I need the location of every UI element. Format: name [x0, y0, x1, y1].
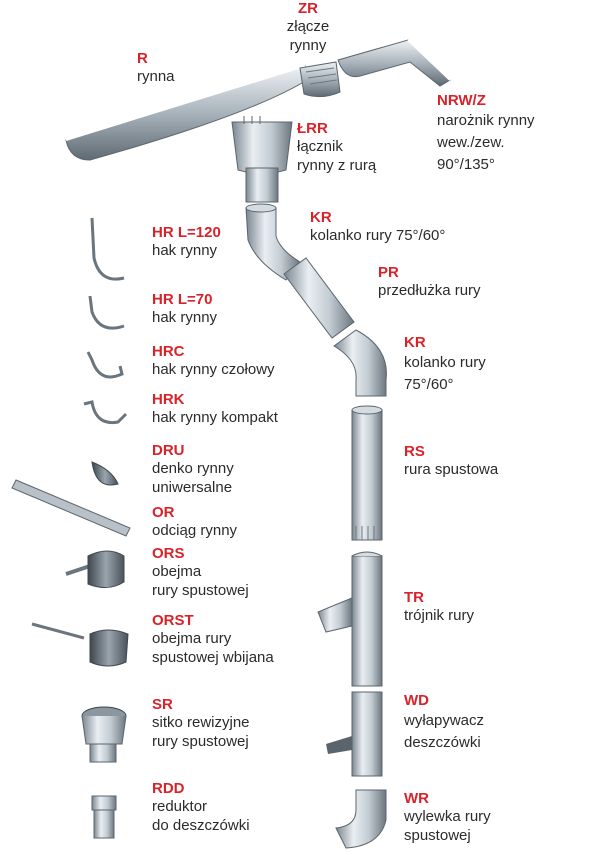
strap-OR-image [12, 480, 130, 536]
part-code: KR [310, 209, 332, 226]
part-code: SR [152, 696, 173, 713]
part-code: ORS [152, 545, 185, 562]
part-code: PR [378, 264, 399, 281]
part-description: kolanko rury 75°/60° [310, 227, 446, 245]
part-code: RDD [152, 780, 185, 797]
part-code: TR [404, 589, 424, 606]
label-RDD [152, 780, 250, 835]
part-code: HRC [152, 343, 185, 360]
label-RS [404, 443, 498, 480]
part-code: HR L=70 [152, 291, 213, 308]
label-WD [404, 692, 484, 754]
gutter-corner-NRWZ-image [338, 40, 450, 86]
part-description: obejma rury spustowej wbijana [152, 630, 274, 666]
part-code: KR [404, 334, 426, 351]
part-description: reduktor do deszczówki [152, 798, 250, 834]
part-description: kolanko rury 75°/60° [404, 354, 486, 394]
part-description: trójnik rury [404, 607, 475, 625]
part-code: WD [404, 692, 429, 709]
part-description: rura spustowa [404, 461, 499, 479]
label-ORST [152, 612, 274, 667]
hook-HR70-image [90, 296, 124, 328]
part-code: OR [152, 504, 175, 521]
collector-WD-image [326, 692, 382, 776]
part-code: ORST [152, 612, 194, 629]
part-description: hak rynny [152, 309, 218, 327]
gutter-connector-ZR-image [300, 62, 340, 97]
part-description: wyłapywacz deszczówki [404, 712, 485, 752]
label-WR [404, 790, 491, 845]
part-description: hak rynny kompakt [152, 409, 278, 427]
part-description: obejma rury spustowej [152, 563, 249, 599]
part-code: WR [404, 790, 429, 807]
part-code: ZR [298, 0, 318, 17]
hook-HR120-image [92, 218, 124, 279]
part-description: przedłużka rury [378, 282, 481, 300]
part-code: HRK [152, 391, 185, 408]
spout-WR-image [336, 790, 386, 848]
label-SR [152, 696, 250, 751]
label-DRU [152, 442, 234, 497]
part-code: ŁRR [297, 120, 328, 137]
label-PR [378, 264, 481, 301]
label-ZR [271, 0, 345, 55]
part-description: odciąg rynny [152, 522, 238, 540]
label-HR70 [152, 291, 217, 328]
part-description: denko rynny uniwersalne [152, 460, 234, 496]
hook-HRK-image [84, 402, 126, 423]
part-description: hak rynny [152, 242, 218, 260]
label-HRK [152, 391, 278, 428]
label-NRWZ [437, 92, 535, 176]
label-KR2 [404, 334, 486, 396]
reducer-RDD-image [92, 796, 116, 838]
label-KR1 [310, 209, 445, 246]
part-description: narożnik rynny wew./zew. 90°/135° [437, 112, 535, 173]
part-description: złącze rynny [286, 18, 330, 54]
end-cap-DRU-image [92, 462, 118, 485]
clamp-ORS-image [66, 551, 124, 588]
part-code: DRU [152, 442, 185, 459]
part-code: R [137, 50, 148, 67]
label-HRC [152, 343, 275, 380]
strainer-SR-image [82, 707, 126, 762]
label-OR [152, 504, 237, 541]
label-ORS [152, 545, 249, 600]
part-description: wylewka rury spustowej [404, 808, 491, 844]
part-description: hak rynny czołowy [152, 361, 275, 379]
extension-PR-image [284, 258, 354, 338]
part-code: RS [404, 443, 425, 460]
label-TR [404, 589, 474, 626]
label-R [137, 50, 175, 87]
elbow-KR2-image [334, 330, 386, 396]
hook-HRC-image [88, 352, 122, 377]
downpipe-RS-image [352, 406, 382, 540]
clamp-ORST-image [32, 624, 128, 666]
branch-TR-image [318, 552, 382, 686]
part-description: sitko rewizyjne rury spustowej [152, 714, 250, 750]
part-code: HR L=120 [152, 224, 221, 241]
label-LRR [297, 120, 376, 175]
part-description: łącznik rynny z rurą [297, 138, 377, 174]
part-code: NRW/Z [437, 92, 486, 109]
outlet-LRR-image [232, 116, 292, 202]
part-description: rynna [137, 68, 175, 86]
label-HR120 [152, 224, 221, 261]
